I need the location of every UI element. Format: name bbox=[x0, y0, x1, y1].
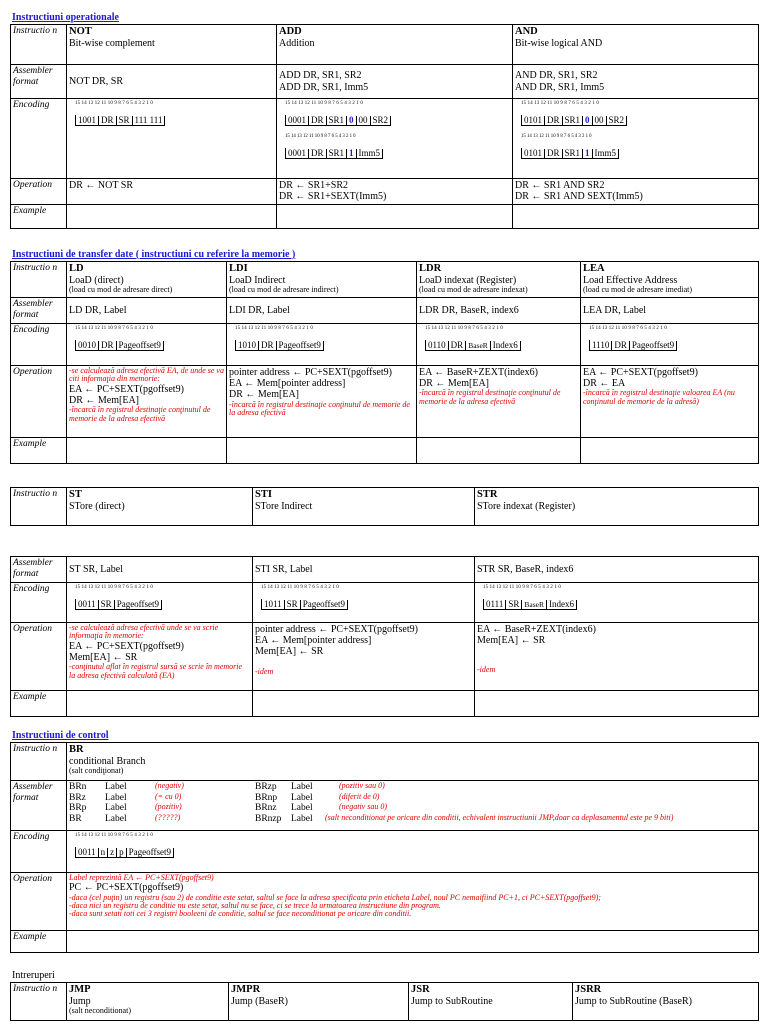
op-str bbox=[475, 623, 759, 691]
op-ld-2: DR ← Mem[EA] bbox=[69, 394, 139, 406]
mnemonic-ldr: LDR bbox=[419, 263, 442, 274]
cell-str bbox=[475, 488, 759, 526]
mnemonic-jmp: JMP bbox=[69, 984, 91, 995]
asm-ldi: LDI DR, Label bbox=[227, 298, 417, 324]
mnemonic-ldi: LDI bbox=[229, 263, 248, 274]
desc-and: Bit-wise logical AND bbox=[515, 37, 603, 49]
encoding-bit-field: 111 111 bbox=[133, 116, 166, 125]
encoding-bit-field: 0001 bbox=[286, 149, 309, 158]
op-add-1: DR ← SR1+SR2 bbox=[279, 180, 348, 191]
op-ldi bbox=[227, 366, 417, 438]
encoding-field bbox=[75, 599, 162, 610]
mnemonic-str: STR bbox=[477, 489, 498, 500]
encoding-bit-field: DR bbox=[545, 149, 563, 158]
encoding-bit-field: 0 bbox=[347, 116, 357, 125]
section-title-control: Instructiuni de control bbox=[12, 730, 109, 741]
desc-add: Addition bbox=[279, 37, 315, 49]
example-br bbox=[67, 931, 759, 953]
bit-numbers: 15 14 13 12 11 10 9 8 7 6 5 4 3 2 1 0 bbox=[285, 134, 356, 139]
encoding-bit-field: Pageoffset9 bbox=[115, 600, 162, 609]
cell-not bbox=[67, 25, 277, 65]
desc-jmpr: Jump (BaseR) bbox=[231, 995, 288, 1007]
encoding-bit-field: DR bbox=[99, 341, 117, 350]
encoding-bit-field: 1011 bbox=[262, 600, 285, 609]
encoding-bit-field: 0011 bbox=[76, 848, 99, 857]
bit-numbers: 15 14 13 12 11 10 9 8 7 6 5 4 3 2 1 0 bbox=[75, 326, 153, 331]
br-variant: BRzp Label (pozitiv sau 0) bbox=[255, 781, 385, 792]
encoding-bit-field: Index6 bbox=[491, 341, 521, 350]
br-right-list bbox=[255, 782, 673, 825]
encoding-bit-field: 1001 bbox=[76, 116, 99, 125]
desc-sti: STore Indirect bbox=[255, 500, 313, 512]
cell-jmpr bbox=[229, 983, 409, 1021]
note-br-4: -daca sunt setati toti cei 3 registri booleeni de conditie, saltul se face neconditionat pe oricare din conditii. bbox=[69, 909, 412, 919]
op-lea-2: DR ← EA bbox=[583, 378, 626, 390]
mnemonic-and: AND bbox=[515, 26, 538, 37]
label-instr: Instructio n bbox=[11, 262, 67, 298]
asm-add-1: ADD DR, SR1, SR2 bbox=[279, 70, 362, 82]
cell-jsr bbox=[409, 983, 573, 1021]
example-lea bbox=[581, 438, 759, 464]
cell-ldr bbox=[417, 262, 581, 298]
sub-ldi: (load cu mod de adresare indirect) bbox=[229, 284, 339, 294]
bit-numbers: 15 14 13 12 11 10 9 8 7 6 5 4 3 2 1 0 bbox=[75, 101, 153, 106]
sub-lea: (load cu mod de adresare imediat) bbox=[583, 284, 693, 294]
note-ld-2: -încarcă în registrul destinaţie conţinutul de memorie de la adresa efectivă bbox=[69, 405, 211, 423]
note-str: -idem bbox=[477, 665, 496, 675]
note-st-2: -conţinutul aflat în registrul sursă se scrie în memorie la adresa efectivă calculată (EA) bbox=[69, 662, 243, 680]
label-instr: Instructio n bbox=[11, 983, 67, 1021]
op-ld bbox=[67, 366, 227, 438]
note-sti: -idem bbox=[255, 666, 274, 676]
encoding-bit-field: Pageoffset9 bbox=[117, 341, 164, 350]
encoding-field bbox=[521, 115, 627, 126]
encoding-bit-field: SR bbox=[99, 600, 115, 609]
op-st-2: Mem[EA] ← SR bbox=[69, 651, 138, 663]
encoding-bit-field: SR2 bbox=[607, 116, 628, 125]
section-title-interrupts: Intreruperi bbox=[12, 970, 55, 981]
mnemonic-jsr: JSR bbox=[411, 984, 430, 995]
encoding-field-imm bbox=[521, 148, 619, 159]
encoding-bit-field: 0111 bbox=[484, 600, 506, 609]
desc-br: conditional Branch bbox=[69, 755, 146, 767]
cell-sti bbox=[253, 488, 475, 526]
bit-numbers: 15 14 13 12 11 10 9 8 7 6 5 4 3 2 1 0 bbox=[75, 585, 153, 590]
op-sti bbox=[253, 623, 475, 691]
encoding-field bbox=[285, 115, 391, 126]
mnemonic-jsrr: JSRR bbox=[575, 984, 602, 995]
op-br-1: PC ← PC+SEXT(pgoffset9) bbox=[69, 882, 184, 894]
label-asm: Assembler format bbox=[11, 557, 67, 583]
cell-jmp bbox=[67, 983, 229, 1021]
asm-lea: LEA DR, Label bbox=[581, 298, 759, 324]
asm-sti: STI SR, Label bbox=[253, 557, 475, 583]
asm-st: ST SR, Label bbox=[67, 557, 253, 583]
encoding-bit-field: 00 bbox=[357, 116, 371, 125]
label-instr: Instructio n bbox=[11, 743, 67, 781]
enc-ldi bbox=[227, 324, 417, 366]
encoding-bit-field: 1 bbox=[347, 149, 357, 158]
encoding-bit-field: 0 bbox=[583, 116, 593, 125]
enc-not bbox=[67, 99, 277, 179]
encoding-field bbox=[75, 115, 165, 126]
enc-add bbox=[277, 99, 513, 179]
encoding-bit-field: z bbox=[108, 848, 117, 857]
label-ex: Example bbox=[11, 438, 67, 464]
op-lea bbox=[581, 366, 759, 438]
encoding-bit-field: Pageoffset9 bbox=[277, 341, 324, 350]
encoding-bit-field: SR bbox=[506, 600, 522, 609]
note-br-3: -daca nici un registru de conditie nu este setat, saltul nu se face, ci se trece la urmatoarea instructiune din program. bbox=[69, 900, 441, 910]
asm-and bbox=[513, 65, 759, 99]
note-ld-1: -se calculează adresa efectivă EA, de unde se va citi informaţia din memorie: bbox=[69, 366, 224, 384]
encoding-bit-field: Imm5 bbox=[357, 149, 384, 158]
bit-numbers: 15 14 13 12 11 10 9 8 7 6 5 4 3 2 1 0 bbox=[425, 326, 503, 331]
label-asm: Assembler format bbox=[11, 65, 67, 99]
cell-jsrr bbox=[573, 983, 759, 1021]
op-ldr bbox=[417, 366, 581, 438]
encoding-field-imm bbox=[285, 148, 383, 159]
encoding-bit-field: BaseR bbox=[522, 600, 547, 609]
cell-st bbox=[67, 488, 253, 526]
op-sti-1: pointer address ← PC+SEXT(pgoffset9) bbox=[255, 624, 418, 635]
encoding-bit-field: DR bbox=[309, 149, 327, 158]
example-ld bbox=[67, 438, 227, 464]
encoding-bit-field: 1010 bbox=[236, 341, 259, 350]
encoding-bit-field: 1110 bbox=[590, 341, 612, 350]
bit-numbers: 15 14 13 12 11 10 9 8 7 6 5 4 3 2 1 0 bbox=[235, 326, 313, 331]
op-ldr-2: DR ← Mem[EA] bbox=[419, 378, 489, 390]
asm-and-1: AND DR, SR1, SR2 bbox=[515, 70, 598, 82]
bit-numbers: 15 14 13 12 11 10 9 8 7 6 5 4 3 2 1 0 bbox=[285, 101, 363, 106]
encoding-bit-field: Imm5 bbox=[593, 149, 620, 158]
note-lea: -încarcă în registrul destinaţie valoarea EA (nu conţinutul de memorie de la adresă) bbox=[583, 388, 735, 406]
example-ldr bbox=[417, 438, 581, 464]
mnemonic-add: ADD bbox=[279, 26, 302, 37]
sub-ld: (load cu mod de adresare direct) bbox=[69, 284, 173, 294]
label-asm: Assembler format bbox=[11, 781, 67, 831]
op-ld-1: EA ← PC+SEXT(pgoffset9) bbox=[69, 383, 184, 395]
encoding-bit-field: 0001 bbox=[286, 116, 309, 125]
section-title-transfer: Instructiuni de transfer date ( instructiuni cu referire la memorie ) bbox=[12, 249, 296, 260]
note-st-1: -se calculează adresa efectivă unde se va scrie informaţia în memorie: bbox=[69, 623, 219, 641]
encoding-bit-field: SR2 bbox=[371, 116, 392, 125]
op-ldr-1: EA ← BaseR+ZEXT(index6) bbox=[419, 367, 538, 378]
desc-jmp: Jump bbox=[69, 995, 91, 1007]
op-add-2: DR ← SR1+SEXT(Imm5) bbox=[279, 191, 387, 203]
bit-numbers: 15 14 13 12 11 10 9 8 7 6 5 4 3 2 1 0 bbox=[261, 585, 339, 590]
section-title-operational: Instructiuni operationale bbox=[12, 12, 119, 23]
label-ex: Example bbox=[11, 931, 67, 953]
bit-numbers: 15 14 13 12 11 10 9 8 7 6 5 4 3 2 1 0 bbox=[521, 134, 592, 139]
example-sti bbox=[253, 691, 475, 717]
example-str bbox=[475, 691, 759, 717]
encoding-bit-field: Pageoffset9 bbox=[127, 848, 174, 857]
note-ldi: -încarcă în registrul destinaţie conţinutul de memorie de la adresa efectivă bbox=[229, 399, 410, 417]
example-st bbox=[67, 691, 253, 717]
table-store-header bbox=[10, 487, 759, 526]
enc-lea bbox=[581, 324, 759, 366]
asm-str: STR SR, BaseR, index6 bbox=[475, 557, 759, 583]
br-variant: BRnz Label (negativ sau 0) bbox=[255, 802, 387, 814]
encoding-bit-field: n bbox=[99, 848, 109, 857]
label-enc: Encoding bbox=[11, 324, 67, 366]
label-op: Operation bbox=[11, 179, 67, 205]
bit-numbers: 15 14 13 12 11 10 9 8 7 6 5 4 3 2 1 0 bbox=[483, 585, 561, 590]
table-operational bbox=[10, 24, 759, 229]
label-instr: Instructio n bbox=[11, 488, 67, 526]
mnemonic-st: ST bbox=[69, 489, 82, 500]
encoding-bit-field: 1 bbox=[583, 149, 593, 158]
encoding-bit-field: 00 bbox=[593, 116, 607, 125]
br-variant: BRz Label (= cu 0) bbox=[69, 791, 182, 803]
enc-ld bbox=[67, 324, 227, 366]
op-str-2: Mem[EA] ← SR bbox=[477, 635, 546, 647]
example-not bbox=[67, 205, 277, 229]
label-enc: Encoding bbox=[11, 99, 67, 179]
table-transfer bbox=[10, 261, 759, 464]
label-ex: Example bbox=[11, 205, 67, 229]
encoding-bit-field: DR bbox=[99, 116, 117, 125]
encoding-bit-field: 0010 bbox=[76, 341, 99, 350]
encoding-bit-field: SR1 bbox=[563, 149, 584, 158]
encoding-bit-field: SR1 bbox=[327, 116, 348, 125]
encoding-field bbox=[75, 340, 164, 351]
op-st-1: EA ← PC+SEXT(pgoffset9) bbox=[69, 640, 184, 652]
bit-numbers: 15 14 13 12 11 10 9 8 7 6 5 4 3 2 1 0 bbox=[521, 101, 599, 106]
encoding-field bbox=[589, 340, 677, 351]
encoding-bit-field: 0110 bbox=[426, 341, 449, 350]
op-and bbox=[513, 179, 759, 205]
label-op: Operation bbox=[11, 873, 67, 931]
encoding-bit-field: DR bbox=[612, 341, 630, 350]
mnemonic-lea: LEA bbox=[583, 263, 605, 274]
encoding-bit-field: SR bbox=[117, 116, 133, 125]
cell-ld bbox=[67, 262, 227, 298]
cell-and bbox=[513, 25, 759, 65]
enc-st bbox=[67, 583, 253, 623]
encoding-bit-field: 0011 bbox=[76, 600, 99, 609]
enc-sti bbox=[253, 583, 475, 623]
desc-jsrr: Jump to SubRoutine (BaseR) bbox=[575, 995, 692, 1007]
asm-ld: LD DR, Label bbox=[67, 298, 227, 324]
sub-br: (salt condiţionat) bbox=[69, 765, 124, 775]
op-sti-2: EA ← Mem[pointer address] bbox=[255, 635, 372, 647]
encoding-bit-field: BaseR bbox=[466, 341, 491, 350]
op-lea-1: EA ← PC+SEXT(pgoffset9) bbox=[583, 367, 698, 378]
encoding-bit-field: Pageoffset9 bbox=[301, 600, 348, 609]
op-ldi-3: DR ← Mem[EA] bbox=[229, 389, 299, 401]
op-st bbox=[67, 623, 253, 691]
encoding-field bbox=[235, 340, 324, 351]
br-variant: BRn Label (negativ) bbox=[69, 781, 184, 792]
table-store-body bbox=[10, 556, 759, 717]
note-br-1: Label reprezintă EA ← PC+SEXT(pgoffset9) bbox=[69, 873, 214, 882]
desc-jsr: Jump to SubRoutine bbox=[411, 995, 493, 1007]
asm-and-2: AND DR, SR1, Imm5 bbox=[515, 81, 605, 93]
enc-ldr bbox=[417, 324, 581, 366]
encoding-bit-field: 0101 bbox=[522, 149, 545, 158]
op-not: DR ← NOT SR bbox=[67, 179, 277, 205]
encoding-field bbox=[483, 599, 577, 610]
br-variant: BRnp Label (diferit de 0) bbox=[255, 791, 380, 803]
desc-ld: LoaD (direct) bbox=[69, 274, 124, 286]
encoding-bit-field: SR1 bbox=[327, 149, 348, 158]
desc-st: STore (direct) bbox=[69, 500, 125, 512]
table-control bbox=[10, 742, 759, 953]
asm-add bbox=[277, 65, 513, 99]
label-enc: Encoding bbox=[11, 831, 67, 873]
asm-not: NOT DR, SR bbox=[67, 65, 277, 99]
table-interrupts bbox=[10, 982, 759, 1021]
asm-add-2: ADD DR, SR1, Imm5 bbox=[279, 81, 369, 93]
encoding-bit-field: DR bbox=[449, 341, 467, 350]
op-and-1: DR ← SR1 AND SR2 bbox=[515, 180, 605, 191]
br-variant: BRnzp Label (salt neconditionat pe oricare din conditii, echivalent instructiunii JMP,doar ca deplasamentul este pe 9 biti) bbox=[255, 812, 674, 824]
sub-jmp: (salt neconditionat) bbox=[69, 1005, 131, 1015]
cell-ldi bbox=[227, 262, 417, 298]
mnemonic-jmpr: JMPR bbox=[231, 984, 261, 995]
cell-br bbox=[67, 743, 759, 781]
br-variant: BRp Label (pozitiv) bbox=[69, 802, 182, 814]
enc-str bbox=[475, 583, 759, 623]
desc-lea: Load Effective Address bbox=[583, 274, 678, 286]
encoding-bit-field: SR1 bbox=[563, 116, 584, 125]
encoding-bit-field: 0101 bbox=[522, 116, 545, 125]
desc-ldi: LoaD Indirect bbox=[229, 274, 286, 286]
sub-ldr: (load cu mod de adresare indexat) bbox=[419, 284, 528, 294]
encoding-bit-field: DR bbox=[545, 116, 563, 125]
label-op: Operation bbox=[11, 366, 67, 438]
encoding-bit-field: Pageoffset9 bbox=[630, 341, 677, 350]
op-and-2: DR ← SR1 AND SEXT(Imm5) bbox=[515, 191, 643, 203]
desc-str: STore indexat (Register) bbox=[477, 500, 576, 512]
mnemonic-br: BR bbox=[69, 744, 84, 755]
note-br-2: -daca (cel puţin) un registru (sau 2) de conditie este setat, saltul se face la adresa specificata prin eticheta Label, noul PC nemaifiind PC+1, ci PC+SEXT(pgoffset9); bbox=[69, 892, 601, 902]
label-asm: Assembler format bbox=[11, 298, 67, 324]
op-add bbox=[277, 179, 513, 205]
label-ex: Example bbox=[11, 691, 67, 717]
example-and bbox=[513, 205, 759, 229]
encoding-bit-field: SR bbox=[285, 600, 301, 609]
bit-numbers: 15 14 13 12 11 10 9 8 7 6 5 4 3 2 1 0 bbox=[589, 326, 667, 331]
encoding-field bbox=[261, 599, 348, 610]
encoding-bit-field: Index6 bbox=[547, 600, 577, 609]
example-ldi bbox=[227, 438, 417, 464]
label-op: Operation bbox=[11, 623, 67, 691]
mnemonic-ld: LD bbox=[69, 263, 84, 274]
label-enc: Encoding bbox=[11, 583, 67, 623]
label-instr: Instructio n bbox=[11, 25, 67, 65]
note-ldr: -încarcă în registrul destinaţie conţinutul de memorie de la adresa efectivă bbox=[419, 388, 561, 406]
mnemonic-not: NOT bbox=[69, 26, 92, 37]
op-br bbox=[67, 873, 759, 931]
asm-br bbox=[67, 781, 759, 831]
bit-numbers: 15 14 13 12 11 10 9 8 7 6 5 4 3 2 1 0 bbox=[75, 833, 153, 838]
desc-ldr: LoaD indexat (Register) bbox=[419, 274, 517, 286]
enc-br bbox=[67, 831, 759, 873]
cell-lea bbox=[581, 262, 759, 298]
desc-not: Bit-wise complement bbox=[69, 37, 155, 49]
encoding-bit-field: p bbox=[117, 848, 127, 857]
enc-and bbox=[513, 99, 759, 179]
encoding-field bbox=[425, 340, 521, 351]
cell-add bbox=[277, 25, 513, 65]
encoding-bit-field: DR bbox=[259, 341, 277, 350]
mnemonic-sti: STI bbox=[255, 489, 272, 500]
op-ldi-1: pointer address ← PC+SEXT(pgoffset9) bbox=[229, 367, 392, 378]
br-variant: BR Label (?????) bbox=[69, 812, 181, 824]
op-sti-3: Mem[EA] ← SR bbox=[255, 646, 324, 658]
encoding-bit-field: DR bbox=[309, 116, 327, 125]
op-str-1: EA ← BaseR+ZEXT(index6) bbox=[477, 624, 596, 635]
br-left-list bbox=[69, 782, 184, 825]
encoding-field bbox=[75, 847, 174, 858]
op-ldi-2: EA ← Mem[pointer address] bbox=[229, 378, 346, 390]
asm-ldr: LDR DR, BaseR, index6 bbox=[417, 298, 581, 324]
example-add bbox=[277, 205, 513, 229]
